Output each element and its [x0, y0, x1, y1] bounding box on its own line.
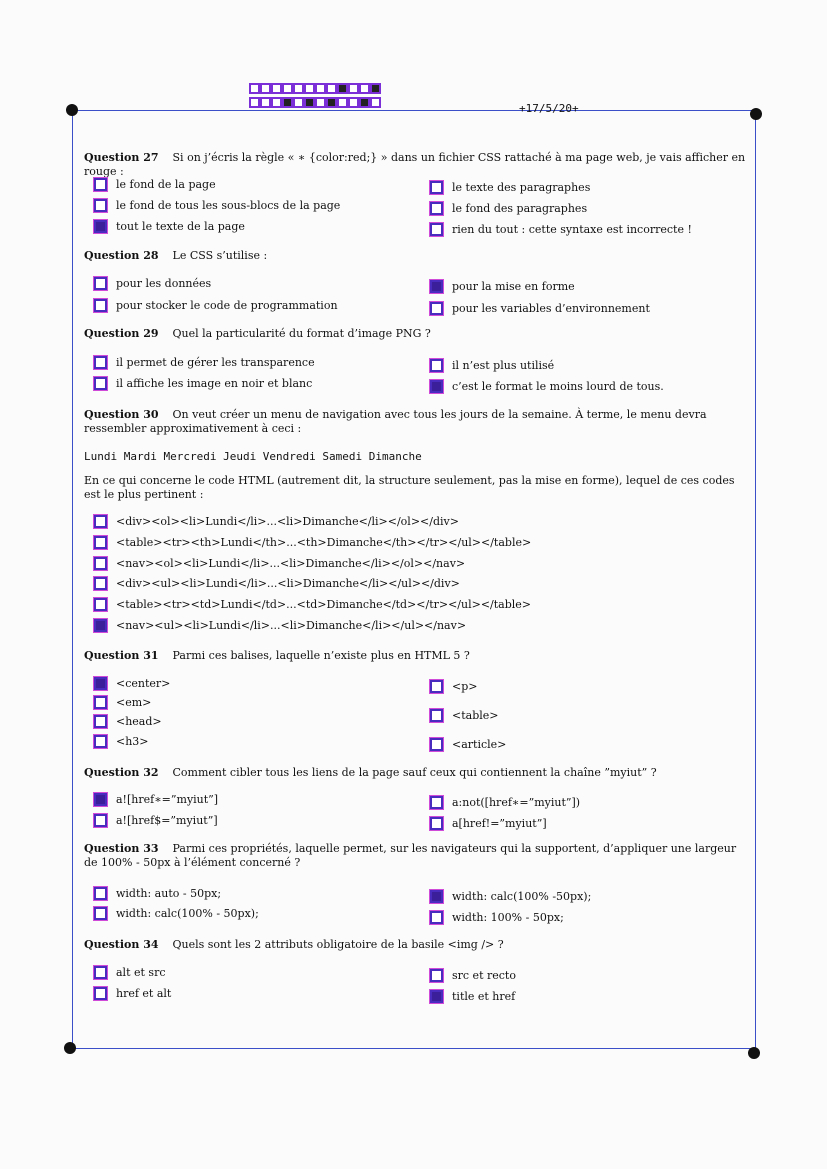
checkbox[interactable] — [430, 302, 443, 315]
option-label: width: calc(100% -50px); — [452, 890, 592, 903]
option-label: le fond des paragraphes — [452, 202, 588, 215]
code-cell — [293, 97, 304, 108]
checkbox[interactable] — [430, 223, 443, 236]
option-label: <center> — [116, 677, 171, 690]
option-label: a![href$=”myiut”] — [116, 814, 218, 827]
sheet-code: +17/5/20+ — [519, 102, 579, 115]
question-number: Question 30 — [84, 408, 159, 421]
option-label: <div><ol><li>Lundi</li>...<li>Dimanche</li></ol></div> — [116, 515, 459, 528]
option-q31-7[interactable] — [430, 738, 506, 751]
option-label: alt et src — [116, 966, 166, 979]
checkbox[interactable] — [430, 890, 443, 903]
code-cell — [304, 83, 315, 94]
binary-code-strip-bottom — [249, 97, 381, 108]
code-cell — [359, 83, 370, 94]
option-q33-3[interactable] — [94, 907, 259, 920]
option-label: le fond de la page — [116, 178, 216, 191]
checkbox[interactable] — [94, 536, 107, 549]
option-q32-2[interactable] — [430, 796, 580, 809]
code-cell — [359, 97, 370, 108]
option-q31-6[interactable] — [94, 735, 149, 748]
option-q29-4[interactable] — [430, 380, 664, 393]
option-q28-1[interactable] — [94, 277, 211, 290]
code-cell — [326, 83, 337, 94]
question-30 — [84, 408, 752, 436]
checkbox[interactable] — [430, 709, 443, 722]
option-q27-3[interactable] — [94, 199, 340, 212]
question-29 — [84, 327, 752, 341]
code-cell — [293, 83, 304, 94]
option-label: il n’est plus utilisé — [452, 359, 555, 372]
option-label: a[href!=”myiut”] — [452, 817, 547, 830]
checkbox[interactable] — [94, 377, 107, 390]
option-q29-2[interactable] — [430, 359, 554, 372]
option-q28-2[interactable] — [430, 280, 575, 293]
option-label: <h3> — [116, 735, 149, 748]
checkbox[interactable] — [94, 178, 107, 191]
option-label: <p> — [452, 680, 478, 693]
checkbox[interactable] — [430, 380, 443, 393]
option-q34-4[interactable] — [430, 990, 515, 1003]
checkbox[interactable] — [430, 911, 443, 924]
checkbox[interactable] — [94, 987, 107, 1000]
option-q31-3[interactable] — [94, 696, 151, 709]
question-number: Question 32 — [84, 766, 159, 779]
option-q27-2[interactable] — [430, 181, 590, 194]
option-q32-4[interactable] — [430, 817, 547, 830]
option-label: width: auto - 50px; — [116, 887, 222, 900]
code-cell — [348, 83, 359, 94]
question-text: Quels sont les 2 attributs obligatoire de la basile <img /> ? — [172, 938, 504, 951]
question-text: Le CSS s’utilise : — [172, 249, 268, 262]
option-label: pour les données — [116, 277, 212, 290]
checkbox[interactable] — [94, 677, 107, 690]
code-cell — [370, 83, 381, 94]
corner-mark-top-right — [750, 108, 762, 120]
option-q33-2[interactable] — [430, 890, 591, 903]
option-q28-3[interactable] — [94, 299, 338, 312]
checkbox[interactable] — [94, 696, 107, 709]
checkbox[interactable] — [94, 887, 107, 900]
option-label: <table><tr><th>Lundi</th>...<th>Dimanche</th></tr></ul></table> — [116, 536, 532, 549]
question-32 — [84, 766, 752, 780]
code-cell — [282, 83, 293, 94]
checkbox[interactable] — [94, 220, 107, 233]
code-cell — [282, 97, 293, 108]
option-q30-2[interactable] — [94, 536, 531, 549]
question-33 — [84, 842, 752, 870]
option-label: width: 100% - 50px; — [452, 911, 564, 924]
code-cell — [271, 97, 282, 108]
code-cell — [260, 83, 271, 94]
option-q30-1[interactable] — [94, 515, 459, 528]
frame-bottom — [70, 1048, 756, 1049]
option-q29-1[interactable] — [94, 356, 315, 369]
checkbox[interactable] — [94, 814, 107, 827]
checkbox[interactable] — [94, 299, 107, 312]
checkbox[interactable] — [94, 793, 107, 806]
option-q30-6[interactable] — [94, 619, 466, 632]
code-cell — [271, 83, 282, 94]
frame-right — [755, 113, 756, 1053]
binary-code-strip-top — [249, 83, 381, 94]
option-q31-4[interactable] — [430, 709, 498, 722]
option-q29-3[interactable] — [94, 377, 312, 390]
option-q27-1[interactable] — [94, 178, 216, 191]
option-label: le fond de tous les sous-blocs de la page — [116, 199, 341, 212]
code-cell — [337, 83, 348, 94]
question-number: Question 33 — [84, 842, 159, 855]
option-label: <nav><ol><li>Lundi</li>...<li>Dimanche</li></ol></nav> — [116, 557, 466, 570]
code-cell — [260, 97, 271, 108]
checkbox[interactable] — [94, 735, 107, 748]
option-label: <article> — [452, 738, 507, 751]
checkbox[interactable] — [430, 680, 443, 693]
option-label: pour stocker le code de programmation — [116, 299, 338, 312]
checkbox[interactable] — [430, 359, 443, 372]
question-number: Question 34 — [84, 938, 159, 951]
corner-mark-bottom-left — [64, 1042, 76, 1054]
option-label: <table><tr><td>Lundi</td>...<td>Dimanche</td></tr></ul></table> — [116, 598, 532, 611]
code-cell — [315, 97, 326, 108]
option-q30-3[interactable] — [94, 557, 465, 570]
question-number: Question 27 — [84, 151, 159, 164]
frame-left — [72, 110, 73, 1048]
checkbox[interactable] — [430, 990, 443, 1003]
option-q33-4[interactable] — [430, 911, 564, 924]
option-q32-3[interactable] — [94, 814, 218, 827]
option-label: le texte des paragraphes — [452, 181, 591, 194]
option-q27-5[interactable] — [94, 220, 245, 233]
option-label: <em> — [116, 696, 152, 709]
checkbox[interactable] — [430, 817, 443, 830]
question-31 — [84, 649, 752, 663]
option-label: il permet de gérer les transparence — [116, 356, 315, 369]
option-q31-5[interactable] — [94, 715, 162, 728]
option-q32-1[interactable] — [94, 793, 218, 806]
option-label: <table> — [452, 709, 499, 722]
option-q33-1[interactable] — [94, 887, 221, 900]
option-q31-2[interactable] — [430, 680, 477, 693]
option-label: href et alt — [116, 987, 172, 1000]
checkbox[interactable] — [94, 557, 107, 570]
corner-mark-top-left — [66, 104, 78, 116]
option-label: pour la mise en forme — [452, 280, 575, 293]
option-q30-5[interactable] — [94, 598, 531, 611]
option-label: tout le texte de la page — [116, 220, 245, 233]
checkbox[interactable] — [94, 619, 107, 632]
code-cell — [326, 97, 337, 108]
code-cell — [249, 83, 260, 94]
checkbox[interactable] — [94, 715, 107, 728]
option-q27-4[interactable] — [430, 202, 587, 215]
checkbox[interactable] — [94, 907, 107, 920]
menu-example: Lundi Mardi Mercredi Jeudi Vendredi Samedi Dimanche — [84, 450, 422, 463]
option-label: a:not([href∗=”myiut”]) — [452, 796, 581, 809]
question-number: Question 31 — [84, 649, 159, 662]
option-label: <head> — [116, 715, 162, 728]
option-label: width: calc(100% - 50px); — [116, 907, 259, 920]
code-cell — [370, 97, 381, 108]
checkbox[interactable] — [430, 796, 443, 809]
option-label: pour les variables d’environnement — [452, 302, 650, 315]
question-28 — [84, 249, 752, 263]
frame-top — [72, 110, 756, 111]
option-label: <div><ul><li>Lundi</li>...<li>Dimanche</li></ul></div> — [116, 577, 460, 590]
code-cell — [304, 97, 315, 108]
option-q34-3[interactable] — [94, 987, 171, 1000]
option-label: a![href∗=”myiut”] — [116, 793, 219, 806]
checkbox[interactable] — [94, 199, 107, 212]
checkbox[interactable] — [430, 738, 443, 751]
checkbox[interactable] — [430, 280, 443, 293]
code-cell — [337, 97, 348, 108]
option-label: c’est le format le moins lourd de tous. — [452, 380, 664, 393]
question-text: Quel la particularité du format d’image PNG ? — [172, 327, 431, 340]
checkbox[interactable] — [94, 515, 107, 528]
question-number: Question 29 — [84, 327, 159, 340]
option-label: <nav><ul><li>Lundi</li>...<li>Dimanche</li></ul></nav> — [116, 619, 467, 632]
checkbox[interactable] — [430, 181, 443, 194]
checkbox[interactable] — [94, 277, 107, 290]
option-q27-6[interactable] — [430, 223, 692, 236]
checkbox[interactable] — [94, 598, 107, 611]
question-text: On veut créer un menu de navigation avec tous les jours de la semaine. À terme, le menu devra ressembler approximativement à ceci : — [84, 408, 707, 435]
question-text: Parmi ces propriétés, laquelle permet, sur les navigateurs qui la supportent, d’appliquer une largeur de 100% - 50px à l’élément concerné ? — [84, 842, 737, 869]
code-cell — [315, 83, 326, 94]
option-q34-2[interactable] — [430, 969, 516, 982]
checkbox[interactable] — [430, 202, 443, 215]
option-label: rien du tout : cette syntaxe est incorrecte ! — [452, 223, 692, 236]
question-27 — [84, 151, 752, 179]
question-text: Si on j’écris la règle « ∗ {color:red;} » dans un fichier CSS rattaché à ma page web, je vais afficher en rouge : — [84, 151, 746, 178]
option-q28-4[interactable] — [430, 302, 650, 315]
question-34 — [84, 938, 752, 952]
option-q30-4[interactable] — [94, 577, 460, 590]
option-label: il affiche les image en noir et blanc — [116, 377, 313, 390]
checkbox[interactable] — [430, 969, 443, 982]
code-cell — [348, 97, 359, 108]
question-text: Parmi ces balises, laquelle n’existe plus en HTML 5 ? — [172, 649, 470, 662]
question-number: Question 28 — [84, 249, 159, 262]
option-q31-1[interactable] — [94, 677, 170, 690]
question-30-note: En ce qui concerne le code HTML (autrement dit, la structure seulement, pas la mise en forme), lequel de ces codes est le plus pertinent : — [84, 474, 735, 501]
corner-mark-bottom-right — [748, 1047, 760, 1059]
question-text: Comment cibler tous les liens de la page sauf ceux qui contiennent la chaîne ”myiut” ? — [172, 766, 657, 779]
checkbox[interactable] — [94, 966, 107, 979]
option-label: title et href — [452, 990, 516, 1003]
checkbox[interactable] — [94, 577, 107, 590]
code-cell — [249, 97, 260, 108]
option-label: src et recto — [452, 969, 516, 982]
option-q34-1[interactable] — [94, 966, 165, 979]
checkbox[interactable] — [94, 356, 107, 369]
